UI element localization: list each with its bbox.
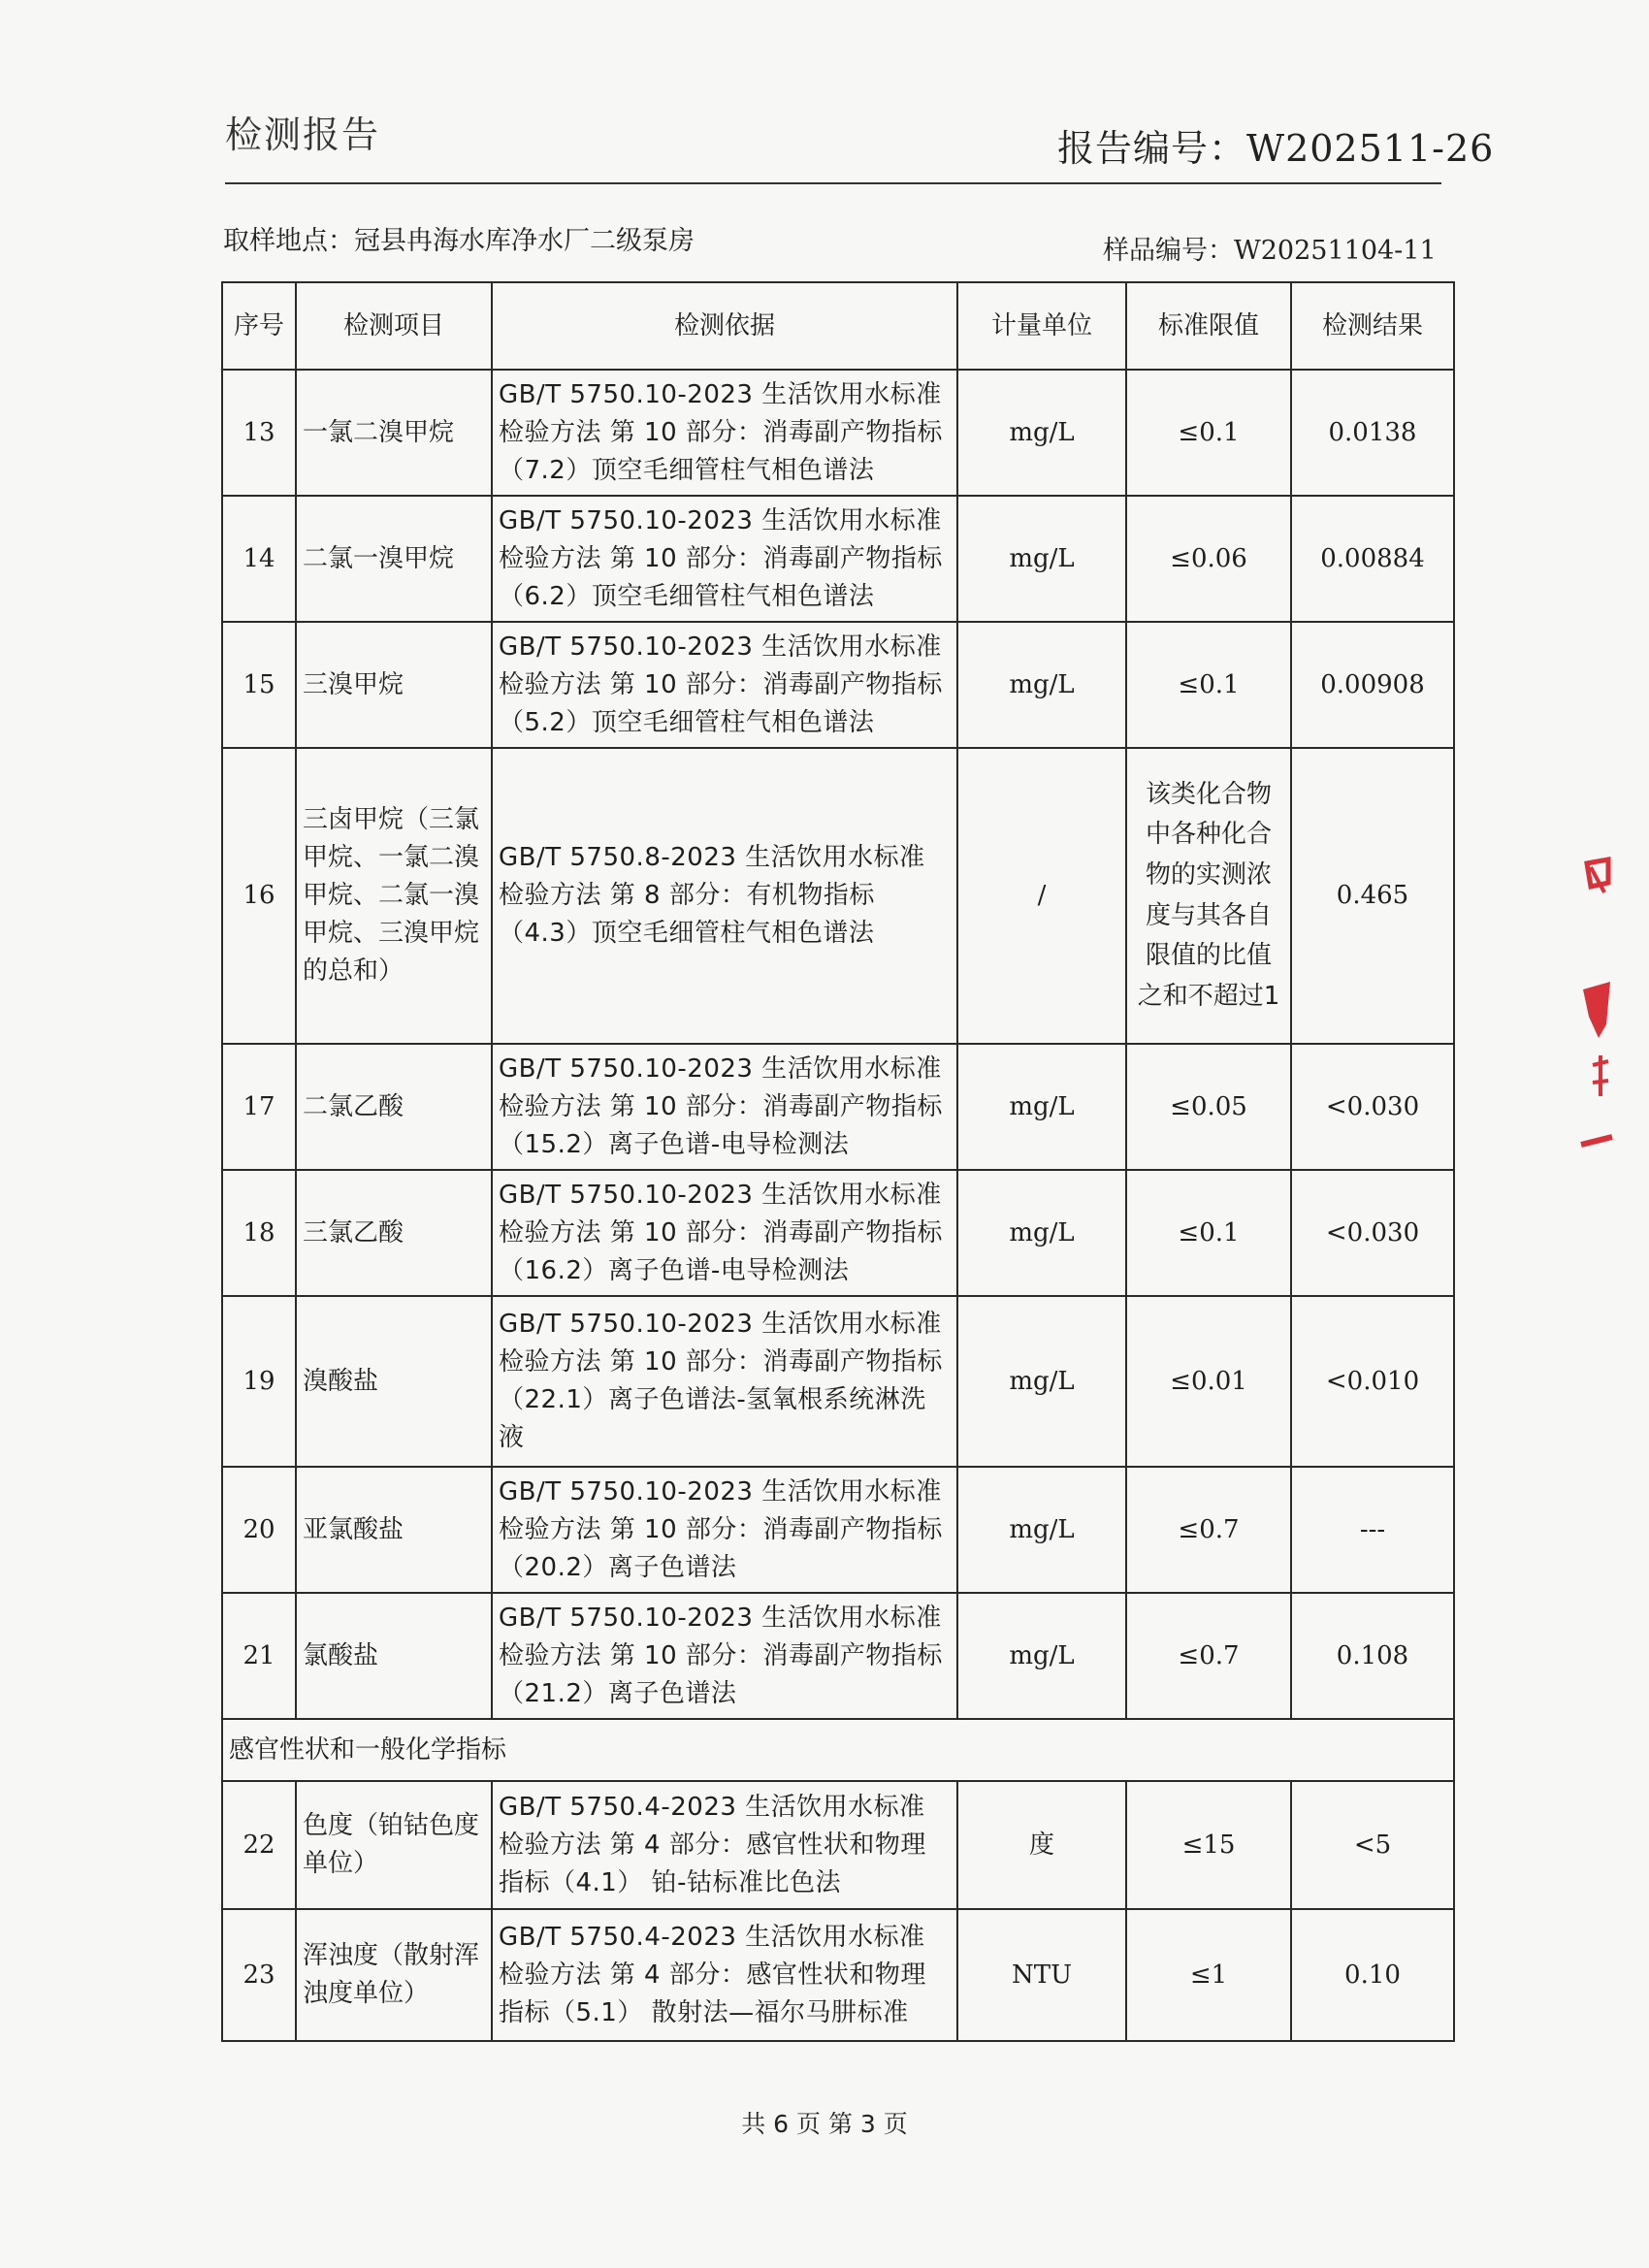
header-limit: 标准限值 (1126, 282, 1291, 370)
table-row (222, 1909, 1454, 2041)
row-unit: mg/L (957, 1593, 1126, 1719)
sample-site-label: 取样地点： (223, 226, 354, 256)
row-no: 14 (222, 496, 296, 622)
sample-number-label: 样品编号： (1103, 236, 1234, 266)
report-title: 检测报告 (225, 113, 381, 156)
page-footer: 共 6 页 第 3 页 (741, 2110, 908, 2138)
row-no: 22 (222, 1781, 296, 1909)
row-no: 17 (222, 1044, 296, 1170)
row-basis: GB/T 5750.10-2023 生活饮用水标准检验方法 第 10 部分：消毒副产物指标（7.2）顶空毛细管柱气相色谱法 (492, 370, 957, 496)
row-unit: mg/L (957, 1467, 1126, 1593)
row-no: 19 (222, 1296, 296, 1467)
row-basis: GB/T 5750.10-2023 生活饮用水标准检验方法 第 10 部分：消毒副产物指标（22.1）离子色谱法-氢氧根系统淋洗液 (492, 1296, 957, 1467)
header-item: 检测项目 (296, 282, 492, 370)
row-item: 二氯乙酸 (296, 1044, 492, 1170)
row-result: <5 (1291, 1781, 1454, 1909)
section-row (222, 1719, 1454, 1781)
row-item: 浑浊度（散射浑浊度单位） (296, 1909, 492, 2041)
row-no: 20 (222, 1467, 296, 1593)
row-result: 0.10 (1291, 1909, 1454, 2041)
row-limit: ≤0.06 (1126, 496, 1291, 622)
row-limit: ≤1 (1126, 1909, 1291, 2041)
table-row (222, 1467, 1454, 1593)
section-title: 感官性状和一般化学指标 (222, 1719, 1454, 1781)
table-row (222, 1781, 1454, 1909)
row-no: 16 (222, 748, 296, 1044)
row-unit: mg/L (957, 1296, 1126, 1467)
row-unit: mg/L (957, 622, 1126, 748)
row-limit: ≤0.7 (1126, 1467, 1291, 1593)
table-row (222, 1593, 1454, 1719)
table-row (222, 1296, 1454, 1467)
table-row (222, 1044, 1454, 1170)
sample-number-value: W20251104-11 (1234, 236, 1437, 266)
sample-site-value: 冠县冉海水库净水厂二级泵房 (354, 226, 695, 256)
row-limit: ≤0.1 (1126, 1170, 1291, 1296)
table-row (222, 748, 1454, 1044)
report-number-label: 报告编号： (1057, 127, 1247, 170)
seal-stamp-fragment (1579, 854, 1618, 1174)
row-no: 23 (222, 1909, 296, 2041)
row-limit: ≤0.7 (1126, 1593, 1291, 1719)
row-item: 色度（铂钴色度单位） (296, 1781, 492, 1909)
row-item: 亚氯酸盐 (296, 1467, 492, 1593)
row-item: 三溴甲烷 (296, 622, 492, 748)
row-basis: GB/T 5750.10-2023 生活饮用水标准检验方法 第 10 部分：消毒副产物指标（15.2）离子色谱-电导检测法 (492, 1044, 957, 1170)
row-result: 0.0138 (1291, 370, 1454, 496)
row-item: 一氯二溴甲烷 (296, 370, 492, 496)
row-basis: GB/T 5750.10-2023 生活饮用水标准检验方法 第 10 部分：消毒副产物指标（16.2）离子色谱-电导检测法 (492, 1170, 957, 1296)
row-no: 15 (222, 622, 296, 748)
row-unit: 度 (957, 1781, 1126, 1909)
row-limit: ≤0.05 (1126, 1044, 1291, 1170)
row-unit: / (957, 748, 1126, 1044)
sample-number (1103, 229, 1437, 267)
row-result: 0.465 (1291, 748, 1454, 1044)
row-basis: GB/T 5750.8-2023 生活饮用水标准检验方法 第 8 部分：有机物指标（4.3）顶空毛细管柱气相色谱法 (492, 748, 957, 1044)
results-table (221, 281, 1455, 2042)
row-basis: GB/T 5750.10-2023 生活饮用水标准检验方法 第 10 部分：消毒副产物指标（6.2）顶空毛细管柱气相色谱法 (492, 496, 957, 622)
row-no: 13 (222, 370, 296, 496)
row-no: 21 (222, 1593, 296, 1719)
header-divider (225, 182, 1441, 184)
row-limit: ≤15 (1126, 1781, 1291, 1909)
table-row (222, 370, 1454, 496)
row-item: 三卤甲烷（三氯甲烷、一氯二溴甲烷、二氯一溴甲烷、三溴甲烷的总和） (296, 748, 492, 1044)
report-number (1057, 118, 1494, 172)
row-result: 0.108 (1291, 1593, 1454, 1719)
row-result: 0.00908 (1291, 622, 1454, 748)
row-unit: NTU (957, 1909, 1126, 2041)
header-unit: 计量单位 (957, 282, 1126, 370)
row-result: <0.010 (1291, 1296, 1454, 1467)
row-unit: mg/L (957, 1170, 1126, 1296)
row-result: --- (1291, 1467, 1454, 1593)
row-unit: mg/L (957, 370, 1126, 496)
row-limit: ≤0.1 (1126, 370, 1291, 496)
row-basis: GB/T 5750.10-2023 生活饮用水标准检验方法 第 10 部分：消毒副产物指标（21.2）离子色谱法 (492, 1593, 957, 1719)
row-item: 氯酸盐 (296, 1593, 492, 1719)
table-row (222, 496, 1454, 622)
row-item: 溴酸盐 (296, 1296, 492, 1467)
row-no: 18 (222, 1170, 296, 1296)
row-limit: ≤0.1 (1126, 622, 1291, 748)
header-no: 序号 (222, 282, 296, 370)
row-limit: 该类化合物中各种化合物的实测浓度与其各自限值的比值之和不超过1 (1126, 748, 1291, 1044)
row-basis: GB/T 5750.10-2023 生活饮用水标准检验方法 第 10 部分：消毒副产物指标（20.2）离子色谱法 (492, 1467, 957, 1593)
header-basis: 检测依据 (492, 282, 957, 370)
row-result: <0.030 (1291, 1170, 1454, 1296)
table-row (222, 1170, 1454, 1296)
row-result: 0.00884 (1291, 496, 1454, 622)
table-header-row (222, 282, 1454, 370)
row-unit: mg/L (957, 496, 1126, 622)
table-row (222, 622, 1454, 748)
sample-site (223, 219, 695, 257)
row-item: 三氯乙酸 (296, 1170, 492, 1296)
row-result: <0.030 (1291, 1044, 1454, 1170)
row-item: 二氯一溴甲烷 (296, 496, 492, 622)
row-unit: mg/L (957, 1044, 1126, 1170)
report-number-value: W202511-26 (1246, 127, 1495, 170)
row-basis: GB/T 5750.10-2023 生活饮用水标准检验方法 第 10 部分：消毒副产物指标（5.2）顶空毛细管柱气相色谱法 (492, 622, 957, 748)
row-basis: GB/T 5750.4-2023 生活饮用水标准检验方法 第 4 部分：感官性状和物理指标（5.1） 散射法—福尔马肼标准 (492, 1909, 957, 2041)
header-result: 检测结果 (1291, 282, 1454, 370)
row-limit: ≤0.01 (1126, 1296, 1291, 1467)
row-basis: GB/T 5750.4-2023 生活饮用水标准检验方法 第 4 部分：感官性状和物理指标（4.1） 铂-钴标准比色法 (492, 1781, 957, 1909)
